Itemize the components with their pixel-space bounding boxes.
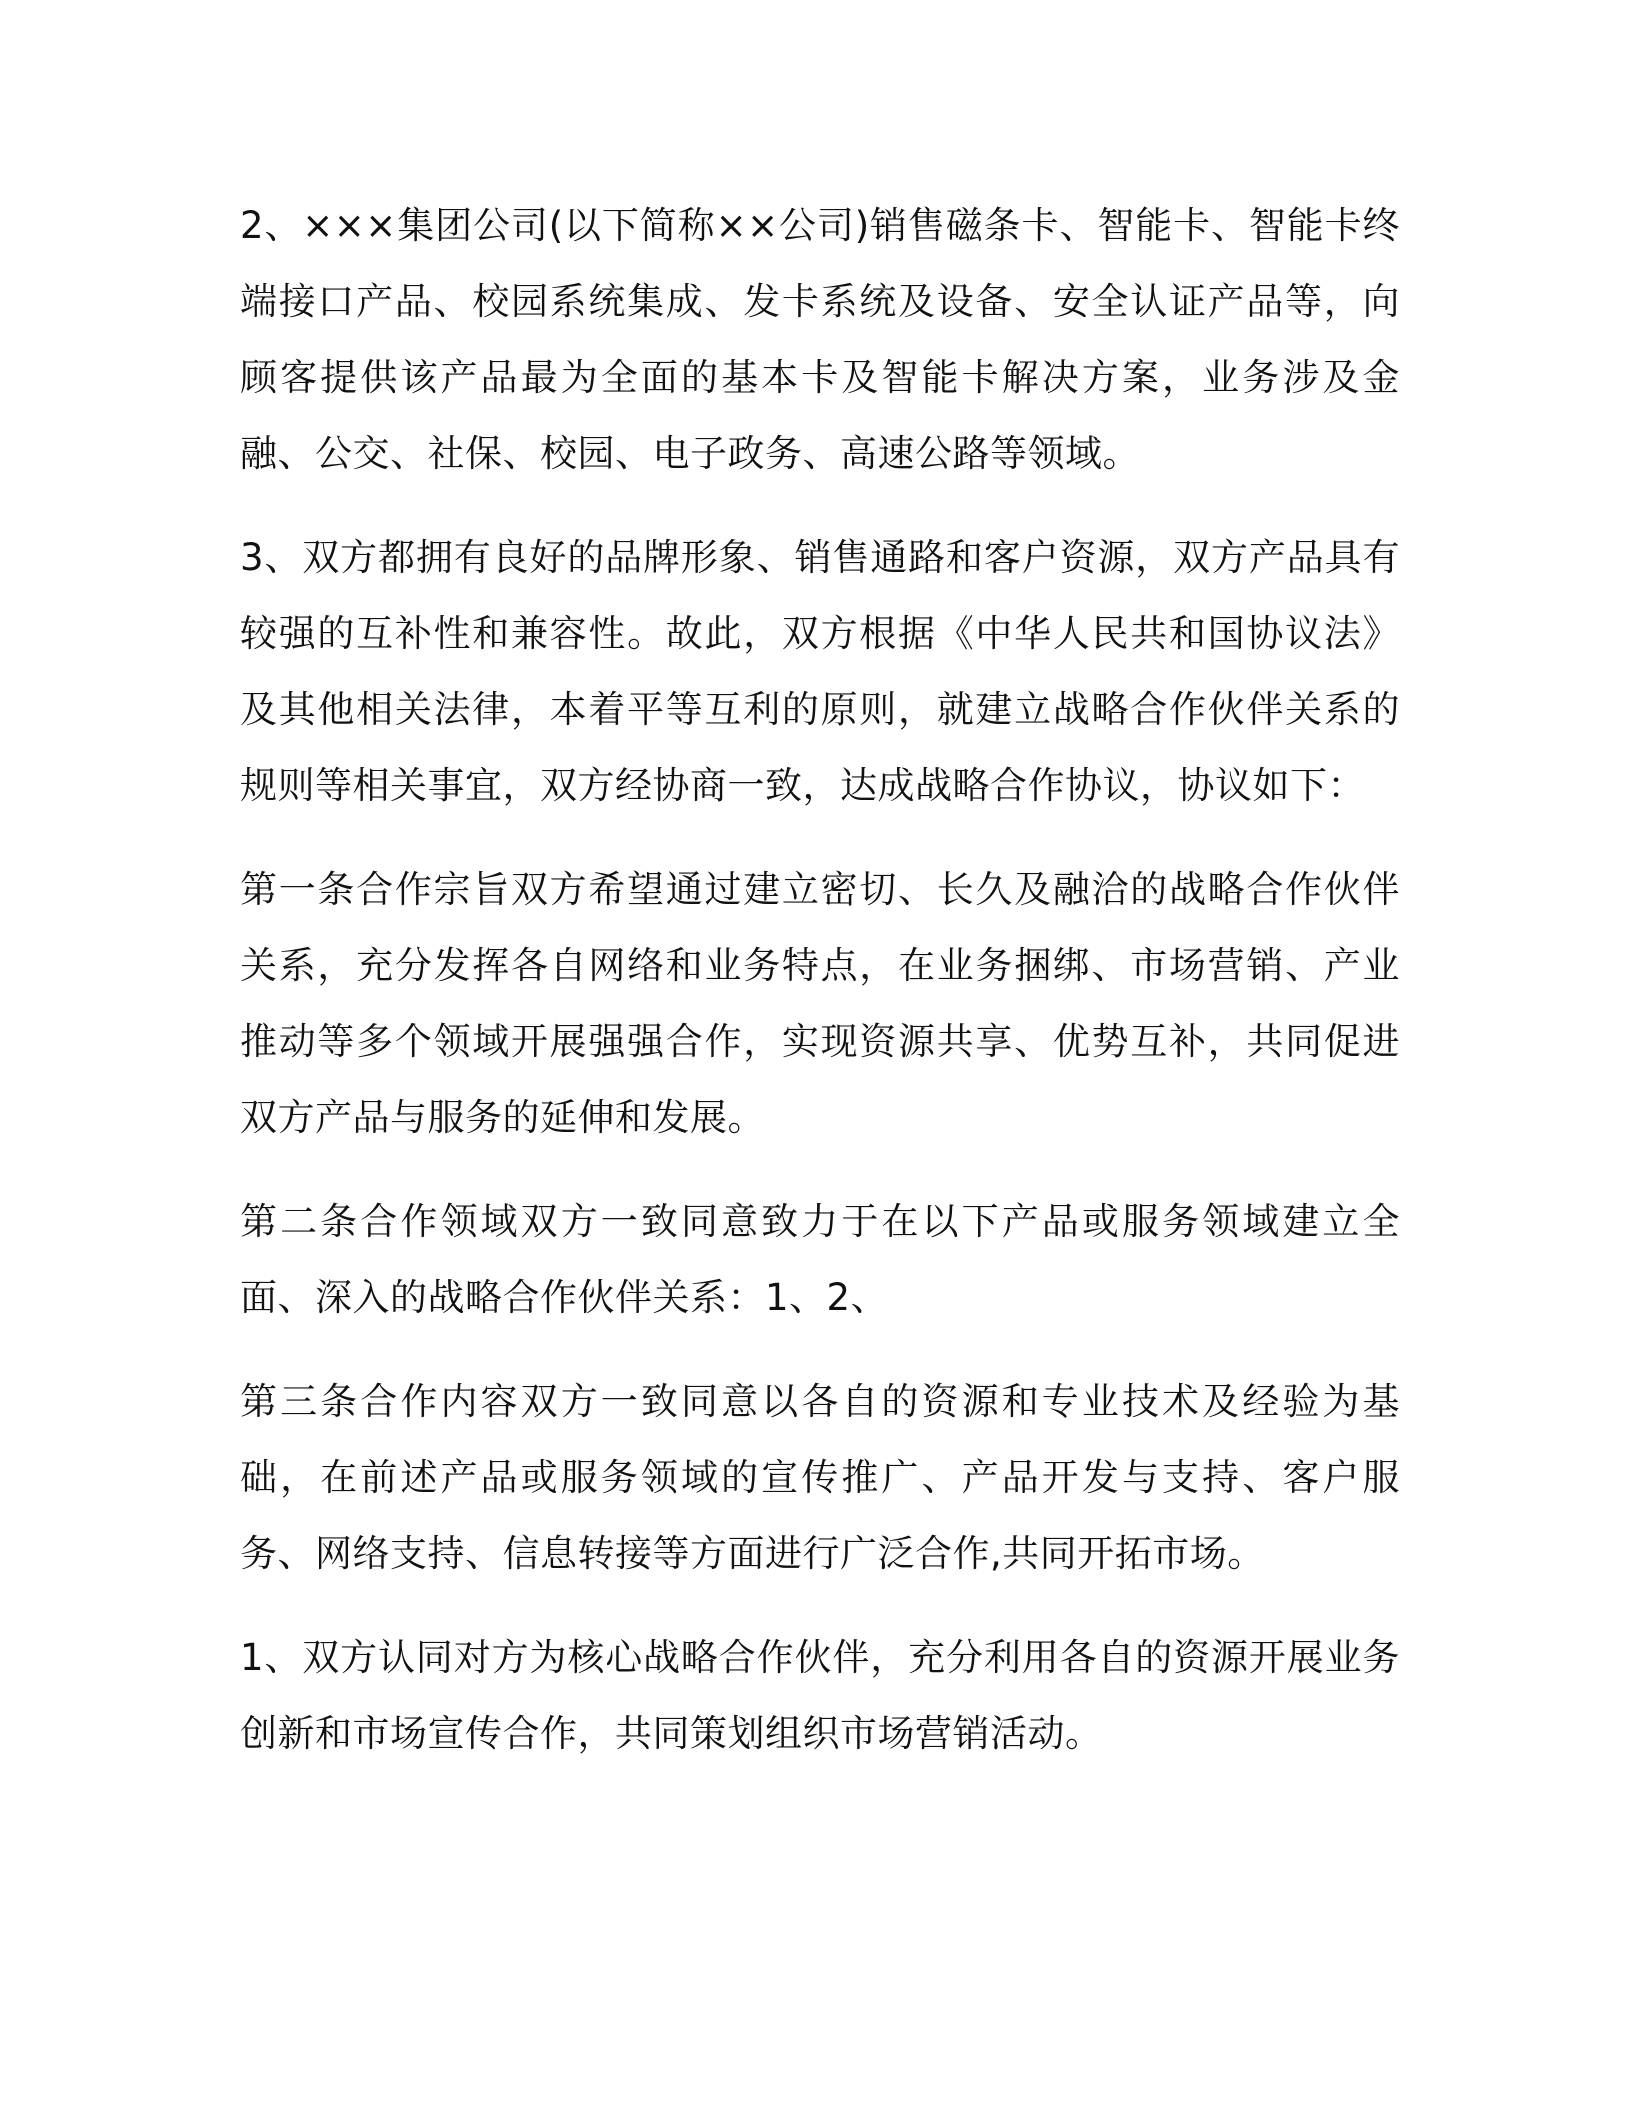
paragraph-company-profile: 2、×××集团公司(以下简称××公司)销售磁条卡、智能卡、智能卡终端接口产品、校园系统集成、发卡系统及设备、安全认证产品等，向顾客提供该产品最为全面的基本卡及智能卡解决方案，业务涉及金融、公交、社保、校园、电子政务、高速公路等领域。	[240, 204, 1400, 475]
paragraph-item-1: 1、双方认同对方为核心战略合作伙伴，充分利用各自的资源开展业务创新和市场宣传合作，共同策划组织市场营销活动。	[240, 1636, 1400, 1755]
paragraph-agreement-basis: 3、双方都拥有良好的品牌形象、销售通路和客户资源，双方产品具有较强的互补性和兼容性。故此，双方根据《中华人民共和国协议法》及其他相关法律，本着平等互利的原则，就建立战略合作伙伴关系的规则等相关事宜，双方经协商一致，达成战略合作协议，协议如下：	[240, 536, 1400, 807]
paragraph-article-3-content: 第三条合作内容双方一致同意以各自的资源和专业技术及经验为基础，在前述产品或服务领域的宣传推广、产品开发与支持、客户服务、网络支持、信息转接等方面进行广泛合作,共同开拓市场。	[240, 1380, 1400, 1575]
document-body	[240, 188, 1400, 1800]
paragraph-article-1-purpose: 第一条合作宗旨双方希望通过建立密切、长久及融洽的战略合作伙伴关系，充分发挥各自网络和业务特点，在业务捆绑、市场营销、产业推动等多个领域开展强强合作，实现资源共享、优势互补，共同促进双方产品与服务的延伸和发展。	[240, 868, 1400, 1139]
paragraph-article-2-fields: 第二条合作领域双方一致同意致力于在以下产品或服务领域建立全面、深入的战略合作伙伴关系：1、2、	[240, 1200, 1400, 1319]
